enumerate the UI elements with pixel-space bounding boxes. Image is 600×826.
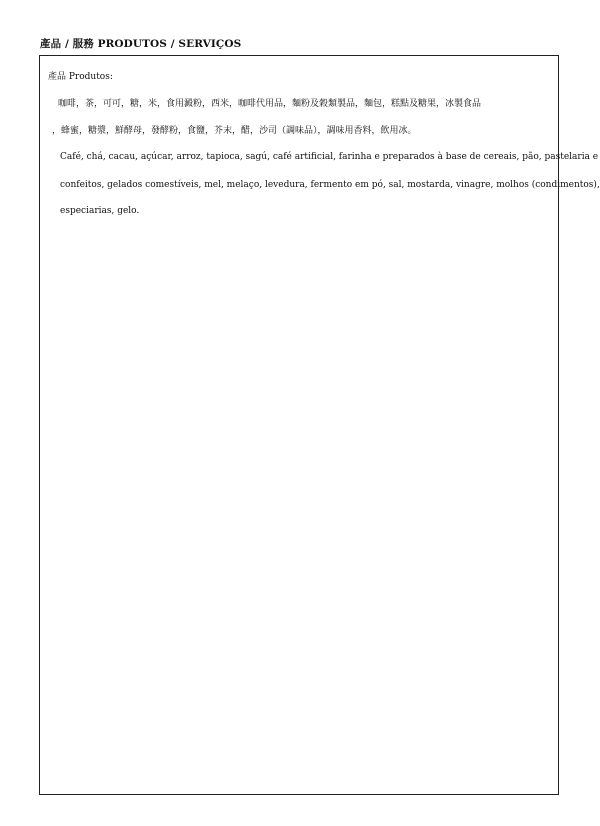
- section-heading: 產品 / 服務 PRODUTOS / SERVIÇOS: [40, 38, 242, 50]
- products-label: 產品 Produtos:: [48, 72, 113, 82]
- chinese-products-line-1: 咖啡，茶，可可，糖，米，食用澱粉，西米，咖啡代用品，麵粉及穀類製品，麵包，糕點及糖果，冰製食品: [58, 99, 482, 109]
- portuguese-products-line-3: especiarias, gelo.: [60, 206, 140, 216]
- portuguese-products-line-2: confeitos, gelados comestíveis, mel, melaço, levedura, fermento em pó, sal, mostarda, vinagre, molhos (condimentos),: [60, 180, 600, 190]
- chinese-products-line-2: ，蜂蜜，糖漿，鮮酵母，發酵粉，食鹽，芥末，醋，沙司（調味品），調味用香料，飲用冰。: [52, 126, 417, 136]
- products-box: [39, 55, 600, 795]
- portuguese-products-line-1: Café, chá, cacau, açúcar, arroz, tapioca, sagú, café artificial, farinha e preparados à base de cereais, pão, pastelaria e: [60, 152, 599, 162]
